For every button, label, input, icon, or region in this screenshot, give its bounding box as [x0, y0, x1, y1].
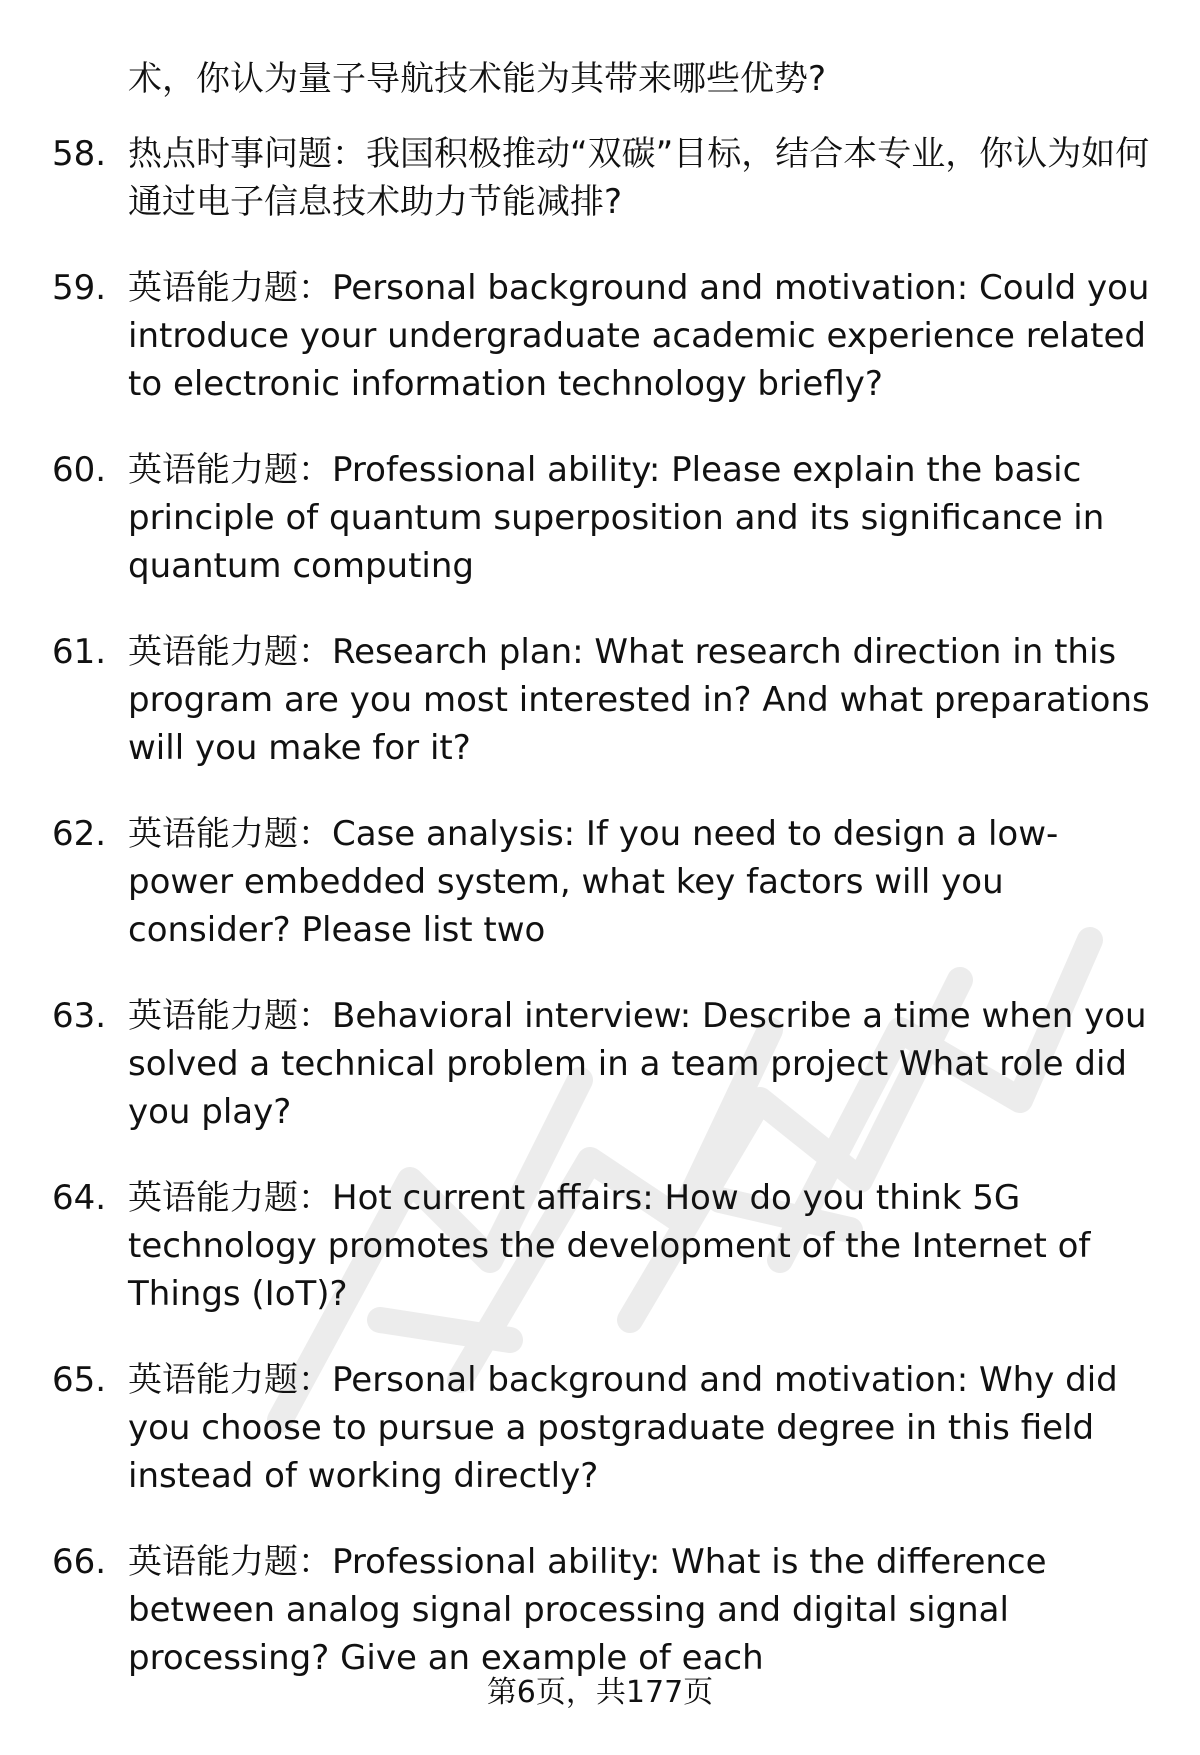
question-text: 英语能力题：Behavioral interview: Describe a time when you solved a technical problem in a team project What role did you play?: [128, 996, 1147, 1132]
question-text: 英语能力题：Hot current affairs: How do you think 5G technology promotes the development of the Internet of Things (IoT)?: [128, 1178, 1091, 1314]
list-item: [0, 1538, 1200, 1682]
question-number: 58.: [52, 134, 107, 174]
page-footer: 第6页，共177页: [486, 1675, 714, 1710]
question-number: 65.: [52, 1360, 107, 1400]
question-text: 英语能力题：Personal background and motivation: Why did you choose to pursue a postgraduate degree in this field instead of working directly?: [128, 1360, 1118, 1496]
question-number: 60.: [52, 450, 107, 490]
question-number: 61.: [52, 632, 107, 672]
list-item: [0, 264, 1200, 408]
question-number: 59.: [52, 268, 107, 308]
question-text: 英语能力题：Case analysis: If you need to design a low-power embedded system, what key factors will you consider? Please list two: [128, 814, 1059, 950]
list-item: [0, 992, 1200, 1136]
list-item: [0, 446, 1200, 590]
question-number: 63.: [52, 996, 107, 1036]
list-item: [0, 1174, 1200, 1318]
list-item: [0, 810, 1200, 954]
question-text: 热点时事问题：我国积极推动“双碳”目标，结合本专业，你认为如何通过电子信息技术助力节能减排?: [128, 134, 1150, 222]
list-item: [0, 130, 1200, 226]
question-text: 英语能力题：Personal background and motivation: Could you introduce your undergraduate academic experience related to electronic information technology briefly?: [128, 268, 1150, 404]
question-number: 62.: [52, 814, 107, 854]
list-item: [0, 1356, 1200, 1500]
list-item: [0, 628, 1200, 772]
question-number: 64.: [52, 1178, 107, 1218]
question-number: 66.: [52, 1542, 107, 1582]
question-text: 英语能力题：Research plan: What research direction in this program are you most interested in? And what preparations will you make for it?: [128, 632, 1150, 768]
question-text: 英语能力题：Professional ability: What is the difference between analog signal processing and digital signal processing? Give an example of each: [128, 1542, 1047, 1678]
continued-question-text: 术，你认为量子导航技术能为其带来哪些优势?: [128, 59, 827, 99]
question-list: [0, 130, 1200, 1720]
question-text: 英语能力题：Professional ability: Please explain the basic principle of quantum superposition and its significance in quantum computing: [128, 450, 1105, 586]
